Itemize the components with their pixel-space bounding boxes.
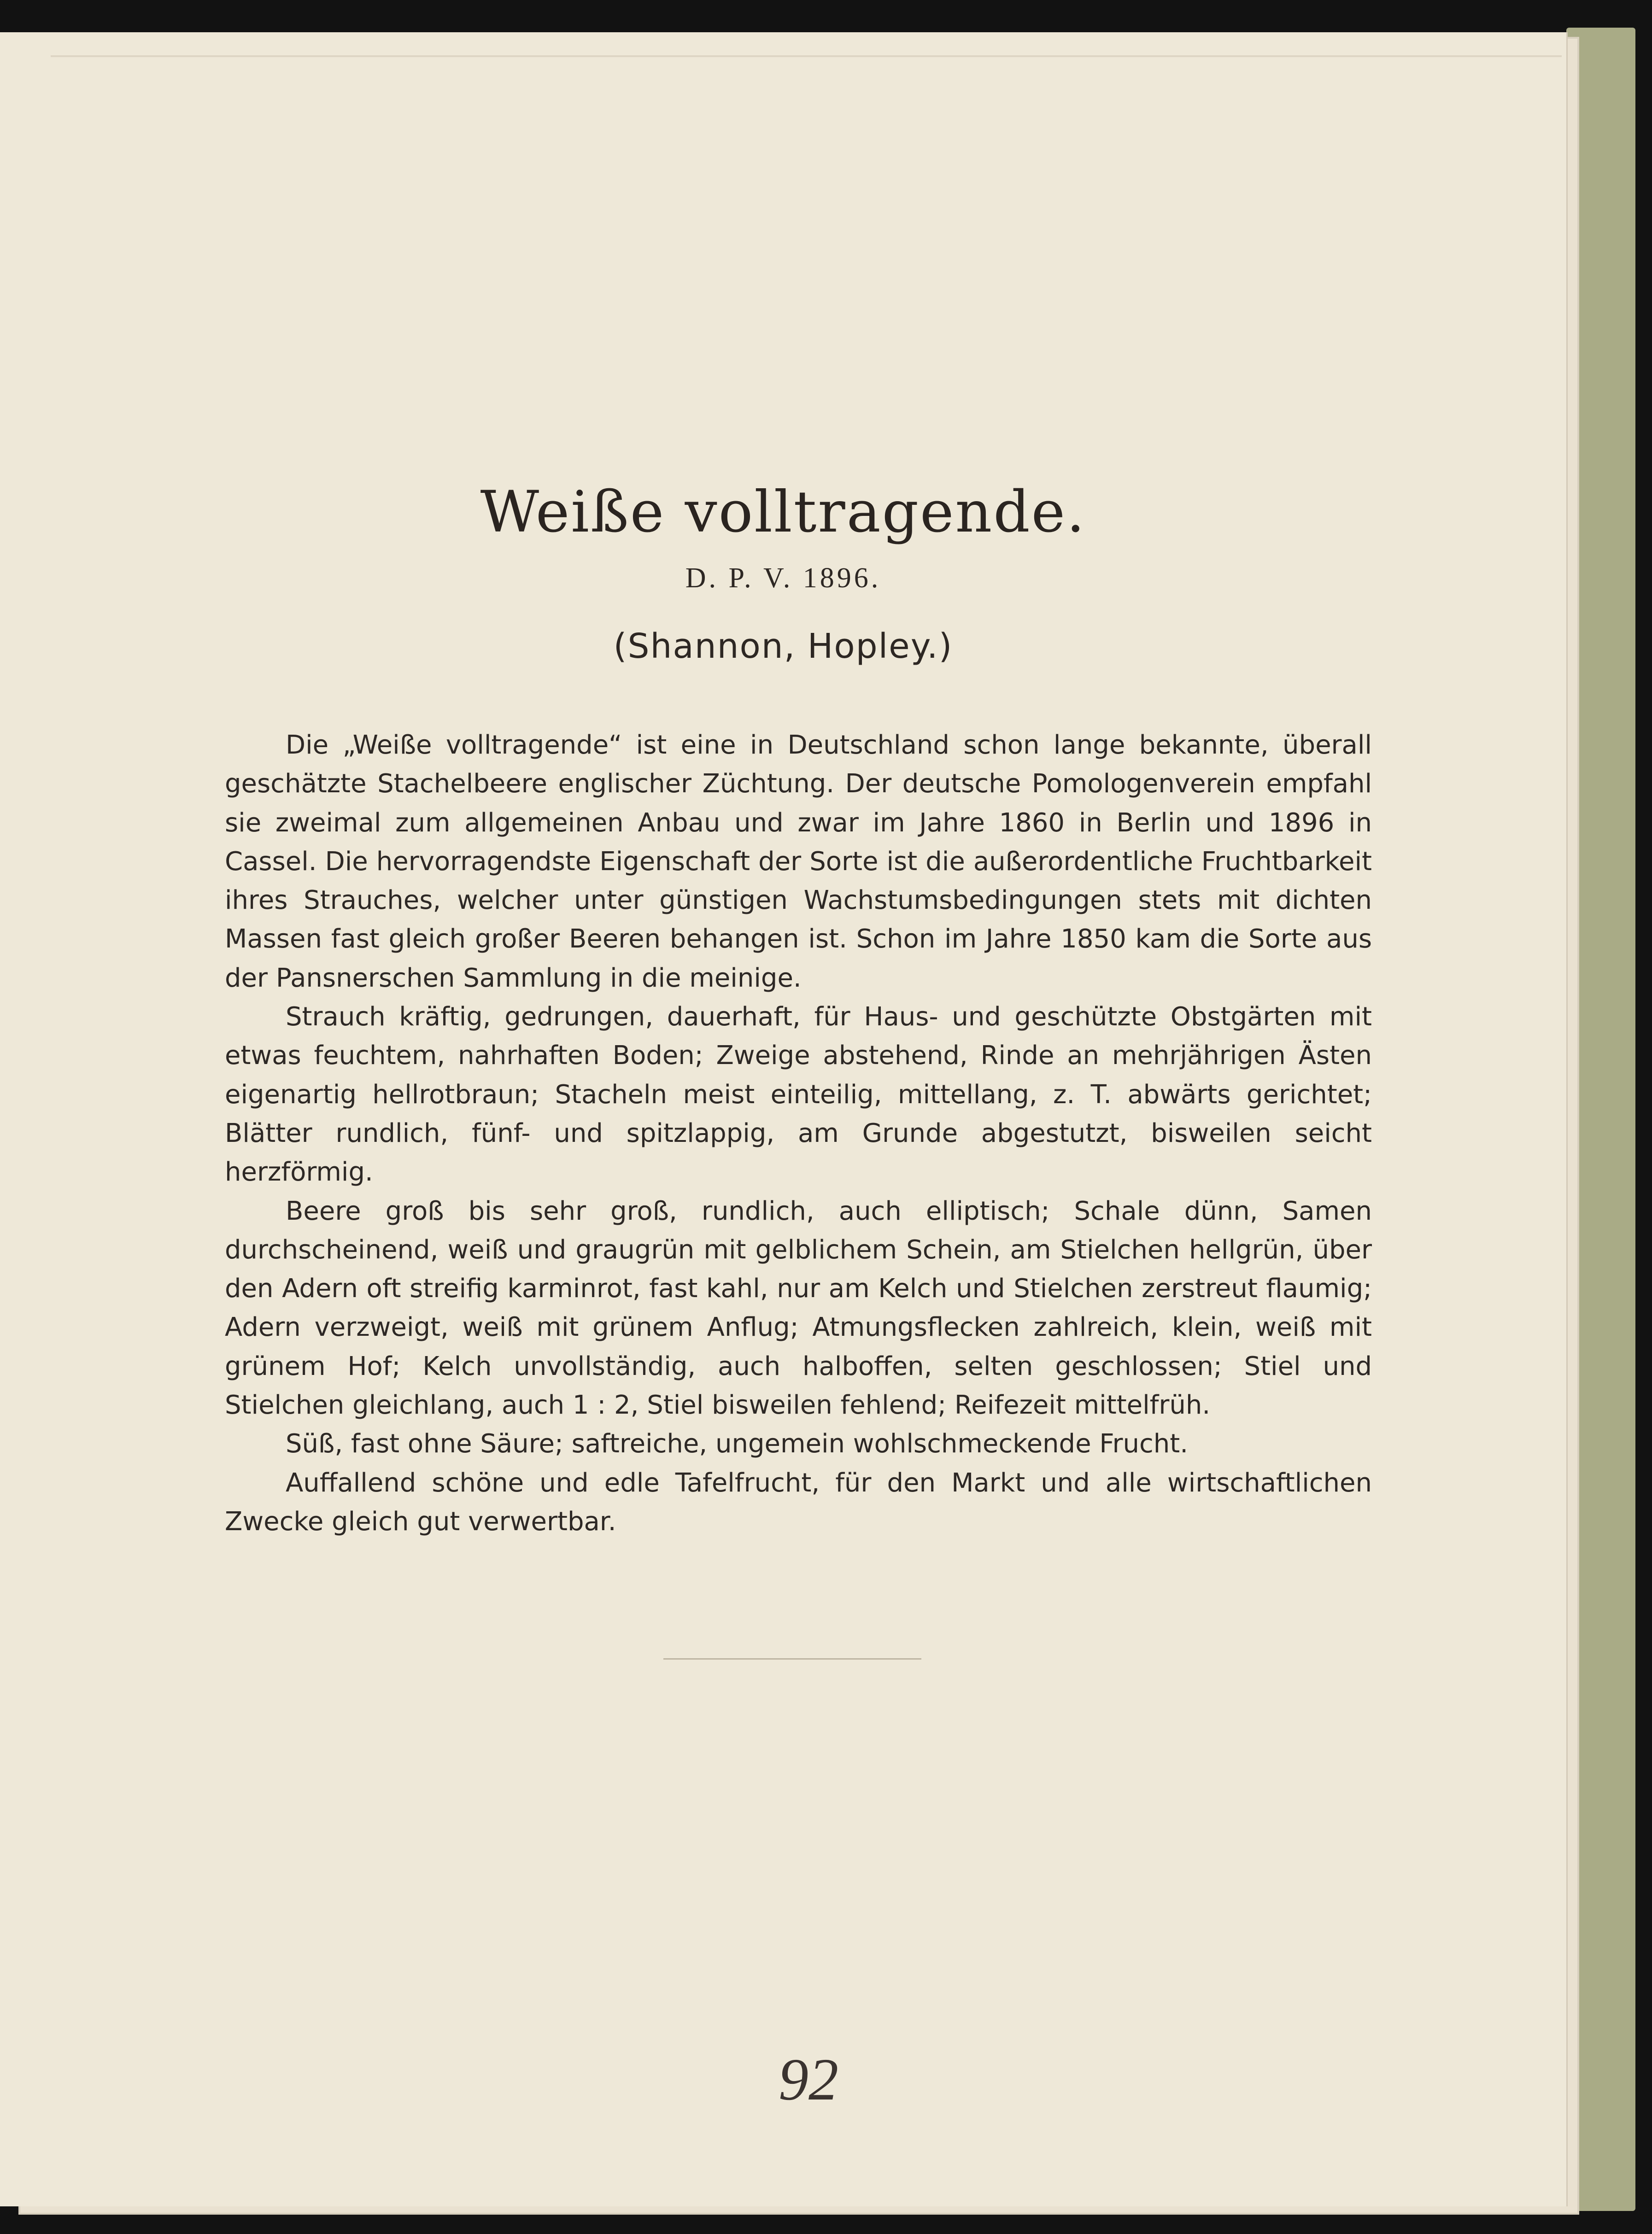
page-number: 92 — [779, 2047, 838, 2113]
paragraph-taste: Süß, fast ohne Säure; saftreiche, ungemein wohlschmeckende Frucht. — [286, 1429, 1189, 1459]
page-fold-line — [51, 55, 1562, 57]
page-subtitle: D. P. V. 1896. — [685, 562, 881, 594]
paragraph-shrub: Strauch kräftig, gedrungen, dauerhaft, für Haus- und geschützte Obstgärten mit etwas feuchtem, nahrhaften Boden; Zweige abstehend, Rinde an mehrjährigen Ästen eigenartig hellrotbraun; Stacheln meist einteilig, mittellang, z. T. abwärts gerichtet; Blätter rundlich, fünf- und spitzlappig, am Grunde abgestutzt, bisweilen seicht herzförmig. — [225, 1002, 1372, 1187]
paragraph-intro: Die „Weiße volltragende“ ist eine in Deutschland schon lange bekannte, überall geschätzte Stachelbeere englischer Züchtung. Der deutsche Pomologenverein empfahl sie zweimal zum allgemeinen Anbau und zwar im Jahre 1860 in Berlin und 1896 in Cassel. Die hervorragendste Eigenschaft der Sorte ist die außerordentliche Fruchtbarkeit ihres Strauches, welcher unter günstigen Wachstumsbedingungen stets mit dichten Massen fast gleich großer Beeren behangen ist. Schon im Jahre 1850 kam die Sorte aus der Pansnerschen Sammlung in die meinige. — [225, 730, 1372, 993]
section-divider — [663, 1658, 921, 1660]
variety-origin: (Shannon, Hopley.) — [613, 626, 953, 666]
book-page — [0, 32, 1568, 2206]
paragraph-berry: Beere groß bis sehr groß, rundlich, auch elliptisch; Schale dünn, Samen durchscheinend, weiß und graugrün mit gelblichem Schein, am Stielchen hellgrün, über den Adern oft streifig karminrot, fast kahl, nur am Kelch und Stielchen zerstreut flaumig; Adern verzweigt, weiß mit grünem Anflug; Atmungsflecken zahlreich, klein, weiß mit grünem Hof; Kelch unvollständig, auch halboffen, selten geschlossen; Stiel und Stielchen gleichlang, auch 1 : 2, Stiel bisweilen fehlend; Reifezeit mittelfrüh. — [225, 1196, 1372, 1421]
paragraph-use: Auffallend schöne und edle Tafelfrucht, für den Markt und alle wirtschaftlichen Zwecke gleich gut verwertbar. — [225, 1468, 1372, 1537]
body-text — [225, 726, 1372, 1541]
page-title: Weiße volltragende. — [480, 479, 1086, 545]
